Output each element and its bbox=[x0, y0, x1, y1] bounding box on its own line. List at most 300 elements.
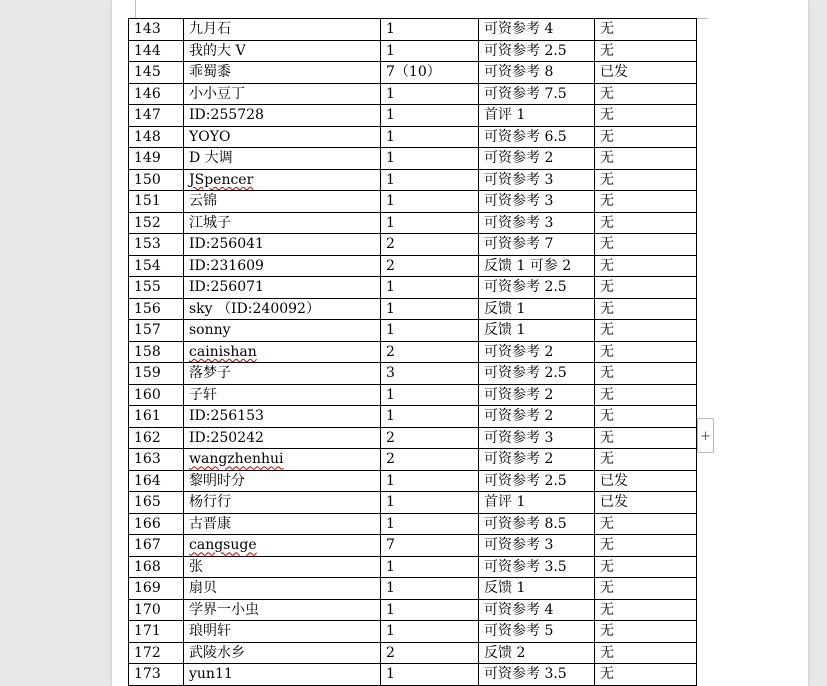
cell-note[interactable] bbox=[479, 406, 595, 428]
cell-count-text: 1 bbox=[386, 601, 395, 618]
cell-number[interactable] bbox=[129, 470, 184, 492]
cell-number[interactable] bbox=[129, 191, 184, 213]
cell-number[interactable] bbox=[129, 599, 184, 621]
cell-note-text: 反馈 1 bbox=[484, 322, 526, 339]
cell-note-text: 可资参考 7.5 bbox=[484, 85, 567, 102]
cell-number-text: 166 bbox=[134, 515, 161, 532]
cell-note[interactable] bbox=[479, 513, 595, 535]
cell-note-text: 可资参考 3.5 bbox=[484, 558, 567, 575]
cell-count[interactable] bbox=[381, 40, 479, 62]
cell-status-text: 已发 bbox=[600, 472, 628, 489]
cell-count[interactable] bbox=[381, 62, 479, 84]
cell-number-text: 160 bbox=[134, 386, 161, 403]
cell-count[interactable] bbox=[381, 578, 479, 600]
cell-note-text: 可资参考 6.5 bbox=[484, 128, 567, 145]
cell-status-text: 无 bbox=[600, 537, 614, 554]
cell-status[interactable] bbox=[595, 169, 697, 191]
cell-name[interactable] bbox=[184, 427, 381, 449]
cell-name-text: 云锦 bbox=[189, 193, 217, 210]
cell-name-text: 江城子 bbox=[189, 214, 231, 231]
cell-count[interactable] bbox=[381, 191, 479, 213]
cell-note[interactable] bbox=[479, 62, 595, 84]
cell-note[interactable] bbox=[479, 191, 595, 213]
cell-number[interactable] bbox=[129, 621, 184, 643]
cell-count[interactable] bbox=[381, 83, 479, 105]
cell-name[interactable] bbox=[184, 126, 381, 148]
cell-name-text: ID:255728 bbox=[189, 107, 264, 124]
cell-status[interactable] bbox=[595, 664, 697, 686]
cell-note-text: 可资参考 4 bbox=[484, 21, 554, 38]
cell-status-text: 无 bbox=[600, 300, 614, 317]
cell-number[interactable] bbox=[129, 234, 184, 256]
cell-count-text: 1 bbox=[386, 580, 395, 597]
cell-number-text: 147 bbox=[134, 107, 161, 124]
cell-count-text: 1 bbox=[386, 150, 395, 167]
cell-count-text: 1 bbox=[386, 322, 395, 339]
cell-number-text: 144 bbox=[134, 42, 161, 59]
cell-number[interactable] bbox=[129, 83, 184, 105]
cell-note[interactable] bbox=[479, 341, 595, 363]
cell-number[interactable] bbox=[129, 169, 184, 191]
add-row-button[interactable]: + bbox=[697, 418, 714, 453]
cell-note[interactable] bbox=[479, 255, 595, 277]
cell-count[interactable] bbox=[381, 105, 479, 127]
cell-count[interactable] bbox=[381, 599, 479, 621]
cell-status[interactable] bbox=[595, 384, 697, 406]
cell-status[interactable] bbox=[595, 449, 697, 471]
cell-number[interactable] bbox=[129, 126, 184, 148]
cell-count-text: 1 bbox=[386, 171, 395, 188]
cell-number[interactable] bbox=[129, 556, 184, 578]
cell-note[interactable] bbox=[479, 83, 595, 105]
cell-status-text: 已发 bbox=[600, 64, 628, 81]
cell-count[interactable] bbox=[381, 384, 479, 406]
cell-name-text: cangsuge bbox=[189, 537, 257, 554]
cell-note[interactable] bbox=[479, 169, 595, 191]
cell-status-text: 已发 bbox=[600, 494, 628, 511]
cell-count[interactable] bbox=[381, 556, 479, 578]
cell-number[interactable] bbox=[129, 105, 184, 127]
cell-number-text: 145 bbox=[134, 64, 161, 81]
cell-name[interactable] bbox=[184, 148, 381, 170]
cell-name-text: 子轩 bbox=[189, 386, 217, 403]
cell-name[interactable] bbox=[184, 621, 381, 643]
cell-note[interactable] bbox=[479, 40, 595, 62]
table-row bbox=[129, 298, 697, 320]
cell-count-text: 1 bbox=[386, 107, 395, 124]
cell-name[interactable] bbox=[184, 556, 381, 578]
cell-number-text: 172 bbox=[134, 644, 161, 661]
cell-note-text: 可资参考 2.5 bbox=[484, 42, 567, 59]
cell-note[interactable] bbox=[479, 642, 595, 664]
cell-name[interactable] bbox=[184, 664, 381, 686]
cell-note-text: 可资参考 8.5 bbox=[484, 515, 567, 532]
cell-name[interactable] bbox=[184, 83, 381, 105]
cell-note[interactable] bbox=[479, 126, 595, 148]
cell-count[interactable] bbox=[381, 19, 479, 41]
cell-name-text: ID:256153 bbox=[189, 408, 264, 425]
cell-name[interactable] bbox=[184, 62, 381, 84]
cell-count[interactable] bbox=[381, 169, 479, 191]
table-row bbox=[129, 126, 697, 148]
cell-status-text: 无 bbox=[600, 580, 614, 597]
cell-name-text: sky （ID:240092） bbox=[189, 300, 320, 317]
cell-count[interactable] bbox=[381, 255, 479, 277]
cell-status[interactable] bbox=[595, 320, 697, 342]
cell-note[interactable] bbox=[479, 363, 595, 385]
cell-number-text: 162 bbox=[134, 429, 161, 446]
cell-count[interactable] bbox=[381, 212, 479, 234]
cell-number[interactable] bbox=[129, 40, 184, 62]
cell-status-text: 无 bbox=[600, 257, 614, 274]
cell-number-text: 148 bbox=[134, 128, 161, 145]
cell-note-text: 可资参考 2.5 bbox=[484, 279, 567, 296]
table-row bbox=[129, 556, 697, 578]
cell-name[interactable] bbox=[184, 40, 381, 62]
cell-name[interactable] bbox=[184, 169, 381, 191]
cell-number[interactable] bbox=[129, 148, 184, 170]
table-row bbox=[129, 105, 697, 127]
cell-status[interactable] bbox=[595, 513, 697, 535]
cell-status[interactable] bbox=[595, 341, 697, 363]
cell-status[interactable] bbox=[595, 556, 697, 578]
cell-status[interactable] bbox=[595, 642, 697, 664]
cell-number[interactable] bbox=[129, 62, 184, 84]
cell-status-text: 无 bbox=[600, 623, 614, 640]
cell-name[interactable] bbox=[184, 234, 381, 256]
cell-status[interactable] bbox=[595, 406, 697, 428]
cell-note[interactable] bbox=[479, 298, 595, 320]
cell-number-text: 149 bbox=[134, 150, 161, 167]
cell-number-text: 165 bbox=[134, 494, 161, 511]
cell-note[interactable] bbox=[479, 148, 595, 170]
cell-count[interactable] bbox=[381, 621, 479, 643]
cell-number[interactable] bbox=[129, 642, 184, 664]
cell-status-text: 无 bbox=[600, 343, 614, 360]
cell-number[interactable] bbox=[129, 341, 184, 363]
cell-number[interactable] bbox=[129, 427, 184, 449]
cell-count[interactable] bbox=[381, 126, 479, 148]
cell-status[interactable] bbox=[595, 191, 697, 213]
cell-status[interactable] bbox=[595, 83, 697, 105]
cell-note[interactable] bbox=[479, 664, 595, 686]
cell-name[interactable] bbox=[184, 19, 381, 41]
table-row bbox=[129, 40, 697, 62]
cell-number[interactable] bbox=[129, 320, 184, 342]
cell-note[interactable] bbox=[479, 535, 595, 557]
cell-name-text: 张 bbox=[189, 558, 203, 575]
cell-number[interactable] bbox=[129, 19, 184, 41]
cell-note-text: 可资参考 3 bbox=[484, 171, 554, 188]
cell-count[interactable] bbox=[381, 234, 479, 256]
cell-count[interactable] bbox=[381, 320, 479, 342]
cell-count-text: 1 bbox=[386, 386, 395, 403]
cell-count[interactable] bbox=[381, 642, 479, 664]
cell-count-text: 1 bbox=[386, 515, 395, 532]
cell-count-text: 7（10） bbox=[386, 64, 441, 81]
cell-status[interactable] bbox=[595, 621, 697, 643]
cell-number[interactable] bbox=[129, 664, 184, 686]
cell-note[interactable] bbox=[479, 320, 595, 342]
cell-name[interactable] bbox=[184, 449, 381, 471]
cell-status[interactable] bbox=[595, 492, 697, 514]
cell-count[interactable] bbox=[381, 363, 479, 385]
cell-note-text: 可资参考 2 bbox=[484, 343, 554, 360]
cell-number[interactable] bbox=[129, 535, 184, 557]
table-row bbox=[129, 470, 697, 492]
cell-note-text: 可资参考 3 bbox=[484, 537, 554, 554]
cell-number[interactable] bbox=[129, 578, 184, 600]
cell-status[interactable] bbox=[595, 126, 697, 148]
cell-note-text: 首评 1 bbox=[484, 494, 526, 511]
cell-name[interactable] bbox=[184, 599, 381, 621]
cell-name-text: JSpencer bbox=[189, 171, 254, 188]
cell-name[interactable] bbox=[184, 105, 381, 127]
cell-status-text: 无 bbox=[600, 107, 614, 124]
cell-count[interactable] bbox=[381, 664, 479, 686]
cell-note-text: 可资参考 3.5 bbox=[484, 666, 567, 683]
cell-number-text: 173 bbox=[134, 666, 161, 683]
cell-name[interactable] bbox=[184, 191, 381, 213]
cell-name[interactable] bbox=[184, 642, 381, 664]
cell-name-text: ID:256071 bbox=[189, 279, 264, 296]
cell-note-text: 可资参考 8 bbox=[484, 64, 554, 81]
cell-number[interactable] bbox=[129, 449, 184, 471]
cell-count[interactable] bbox=[381, 449, 479, 471]
cell-name-text: 武陵水乡 bbox=[189, 644, 245, 661]
cell-status[interactable] bbox=[595, 277, 697, 299]
cell-status-text: 无 bbox=[600, 236, 614, 253]
table-row bbox=[129, 255, 697, 277]
cell-status-text: 无 bbox=[600, 171, 614, 188]
cell-note[interactable] bbox=[479, 470, 595, 492]
cell-note-text: 可资参考 2 bbox=[484, 386, 554, 403]
cell-number-text: 151 bbox=[134, 193, 161, 210]
table-row bbox=[129, 384, 697, 406]
cell-count-text: 1 bbox=[386, 300, 395, 317]
cell-number-text: 157 bbox=[134, 322, 161, 339]
cell-note[interactable] bbox=[479, 212, 595, 234]
cell-name[interactable] bbox=[184, 384, 381, 406]
cell-status[interactable] bbox=[595, 470, 697, 492]
cell-name[interactable] bbox=[184, 470, 381, 492]
cell-number-text: 169 bbox=[134, 580, 161, 597]
table-row bbox=[129, 363, 697, 385]
cell-number[interactable] bbox=[129, 277, 184, 299]
cell-count-text: 2 bbox=[386, 429, 395, 446]
cell-note[interactable] bbox=[479, 19, 595, 41]
cell-note-text: 可资参考 2 bbox=[484, 451, 554, 468]
cell-count-text: 1 bbox=[386, 279, 395, 296]
cell-count[interactable] bbox=[381, 298, 479, 320]
cell-name-text: 琅明轩 bbox=[189, 623, 231, 640]
cell-number-text: 150 bbox=[134, 171, 161, 188]
cell-count[interactable] bbox=[381, 277, 479, 299]
cell-name[interactable] bbox=[184, 578, 381, 600]
cell-name-text: 我的大 V bbox=[189, 42, 246, 59]
cell-note-text: 可资参考 4 bbox=[484, 601, 554, 618]
table-row bbox=[129, 341, 697, 363]
cell-name[interactable] bbox=[184, 535, 381, 557]
table-row bbox=[129, 83, 697, 105]
cell-status-text: 无 bbox=[600, 322, 614, 339]
cell-name-text: YOYO bbox=[189, 128, 231, 145]
cell-status-text: 无 bbox=[600, 408, 614, 425]
cell-name-text: ID:250242 bbox=[189, 429, 264, 446]
cell-number[interactable] bbox=[129, 513, 184, 535]
cell-number-text: 156 bbox=[134, 300, 161, 317]
cell-status[interactable] bbox=[595, 578, 697, 600]
cell-number[interactable] bbox=[129, 384, 184, 406]
cell-count-text: 1 bbox=[386, 494, 395, 511]
cell-name[interactable] bbox=[184, 298, 381, 320]
cell-note-text: 反馈 1 bbox=[484, 300, 526, 317]
cell-number[interactable] bbox=[129, 492, 184, 514]
cell-name[interactable] bbox=[184, 255, 381, 277]
cell-status-text: 无 bbox=[600, 279, 614, 296]
cell-status[interactable] bbox=[595, 40, 697, 62]
cell-count-text: 2 bbox=[386, 451, 395, 468]
cell-count[interactable] bbox=[381, 492, 479, 514]
cell-count[interactable] bbox=[381, 148, 479, 170]
cell-name-text: 学界一小虫 bbox=[189, 601, 259, 618]
cell-status[interactable] bbox=[595, 298, 697, 320]
cell-number[interactable] bbox=[129, 255, 184, 277]
cell-count-text: 1 bbox=[386, 666, 395, 683]
cell-status[interactable] bbox=[595, 427, 697, 449]
cell-status[interactable] bbox=[595, 105, 697, 127]
cell-note-text: 可资参考 5 bbox=[484, 623, 554, 640]
cell-number-text: 153 bbox=[134, 236, 161, 253]
table-row bbox=[129, 277, 697, 299]
cell-status-text: 无 bbox=[600, 644, 614, 661]
cell-status[interactable] bbox=[595, 62, 697, 84]
cell-status-text: 无 bbox=[600, 601, 614, 618]
cell-status-text: 无 bbox=[600, 42, 614, 59]
cell-number-text: 159 bbox=[134, 365, 161, 382]
cell-number-text: 164 bbox=[134, 472, 161, 489]
cell-status[interactable] bbox=[595, 234, 697, 256]
cell-status-text: 无 bbox=[600, 214, 614, 231]
cell-count-text: 1 bbox=[386, 214, 395, 231]
cell-name[interactable] bbox=[184, 363, 381, 385]
cell-number-text: 143 bbox=[134, 21, 161, 38]
cell-count[interactable] bbox=[381, 341, 479, 363]
cell-note-text: 反馈 2 bbox=[484, 644, 526, 661]
cell-number[interactable] bbox=[129, 363, 184, 385]
cell-count[interactable] bbox=[381, 535, 479, 557]
cell-note[interactable] bbox=[479, 105, 595, 127]
table-row bbox=[129, 212, 697, 234]
cell-count[interactable] bbox=[381, 513, 479, 535]
table-row bbox=[129, 427, 697, 449]
cell-note[interactable] bbox=[479, 449, 595, 471]
cell-name-text: 乖蜀黍 bbox=[189, 64, 231, 81]
cell-count-text: 1 bbox=[386, 472, 395, 489]
cell-note[interactable] bbox=[479, 384, 595, 406]
table-row bbox=[129, 19, 697, 41]
cell-note-text: 可资参考 7 bbox=[484, 236, 554, 253]
cell-number[interactable] bbox=[129, 212, 184, 234]
cell-count-text: 1 bbox=[386, 42, 395, 59]
cell-name[interactable] bbox=[184, 320, 381, 342]
cell-count-text: 1 bbox=[386, 21, 395, 38]
table-row bbox=[129, 578, 697, 600]
cell-count[interactable] bbox=[381, 406, 479, 428]
cell-note[interactable] bbox=[479, 556, 595, 578]
cell-note[interactable] bbox=[479, 234, 595, 256]
cell-note[interactable] bbox=[479, 621, 595, 643]
cell-name[interactable] bbox=[184, 277, 381, 299]
cell-count-text: 1 bbox=[386, 408, 395, 425]
table-row bbox=[129, 642, 697, 664]
cell-number-text: 163 bbox=[134, 451, 161, 468]
cell-note-text: 可资参考 2 bbox=[484, 408, 554, 425]
cell-note[interactable] bbox=[479, 578, 595, 600]
table-row bbox=[129, 148, 697, 170]
cell-status[interactable] bbox=[595, 255, 697, 277]
cell-count-text: 1 bbox=[386, 193, 395, 210]
cell-note[interactable] bbox=[479, 492, 595, 514]
cell-count[interactable] bbox=[381, 470, 479, 492]
cell-status[interactable] bbox=[595, 19, 697, 41]
cell-count-text: 7 bbox=[386, 537, 395, 554]
cell-name[interactable] bbox=[184, 492, 381, 514]
cell-name-text: ID:256041 bbox=[189, 236, 264, 253]
cell-name-text: sonny bbox=[189, 322, 231, 339]
cell-note[interactable] bbox=[479, 599, 595, 621]
cell-count-text: 3 bbox=[386, 365, 395, 382]
cell-status-text: 无 bbox=[600, 21, 614, 38]
cell-status-text: 无 bbox=[600, 150, 614, 167]
cell-name-text: 杨行行 bbox=[189, 494, 231, 511]
cell-note[interactable] bbox=[479, 427, 595, 449]
cell-number-text: 168 bbox=[134, 558, 161, 575]
cell-count[interactable] bbox=[381, 427, 479, 449]
cell-status-text: 无 bbox=[600, 666, 614, 683]
cell-name-text: 扇贝 bbox=[189, 580, 217, 597]
cell-status-text: 无 bbox=[600, 515, 614, 532]
table-row bbox=[129, 62, 697, 84]
cell-status[interactable] bbox=[595, 363, 697, 385]
cell-count-text: 2 bbox=[386, 343, 395, 360]
cell-name[interactable] bbox=[184, 406, 381, 428]
cell-count-text: 1 bbox=[386, 85, 395, 102]
cell-note-text: 可资参考 3 bbox=[484, 193, 554, 210]
cell-number[interactable] bbox=[129, 298, 184, 320]
cell-note-text: 反馈 1 bbox=[484, 580, 526, 597]
cell-note-text: 可资参考 2 bbox=[484, 150, 554, 167]
cell-number-text: 154 bbox=[134, 257, 161, 274]
cell-status-text: 无 bbox=[600, 85, 614, 102]
cell-name-text: wangzhenhui bbox=[189, 451, 284, 468]
cell-note-text: 首评 1 bbox=[484, 107, 526, 124]
cell-note-text: 可资参考 2.5 bbox=[484, 472, 567, 489]
cell-number-text: 155 bbox=[134, 279, 161, 296]
cell-number[interactable] bbox=[129, 406, 184, 428]
cell-name[interactable] bbox=[184, 341, 381, 363]
cell-status[interactable] bbox=[595, 148, 697, 170]
cell-name-text: 九月石 bbox=[189, 21, 231, 38]
cell-note-text: 可资参考 3 bbox=[484, 214, 554, 231]
cell-name[interactable] bbox=[184, 212, 381, 234]
cell-status[interactable] bbox=[595, 599, 697, 621]
cell-note[interactable] bbox=[479, 277, 595, 299]
cell-status[interactable] bbox=[595, 212, 697, 234]
cell-status[interactable] bbox=[595, 535, 697, 557]
cell-name[interactable] bbox=[184, 513, 381, 535]
cell-status-text: 无 bbox=[600, 193, 614, 210]
